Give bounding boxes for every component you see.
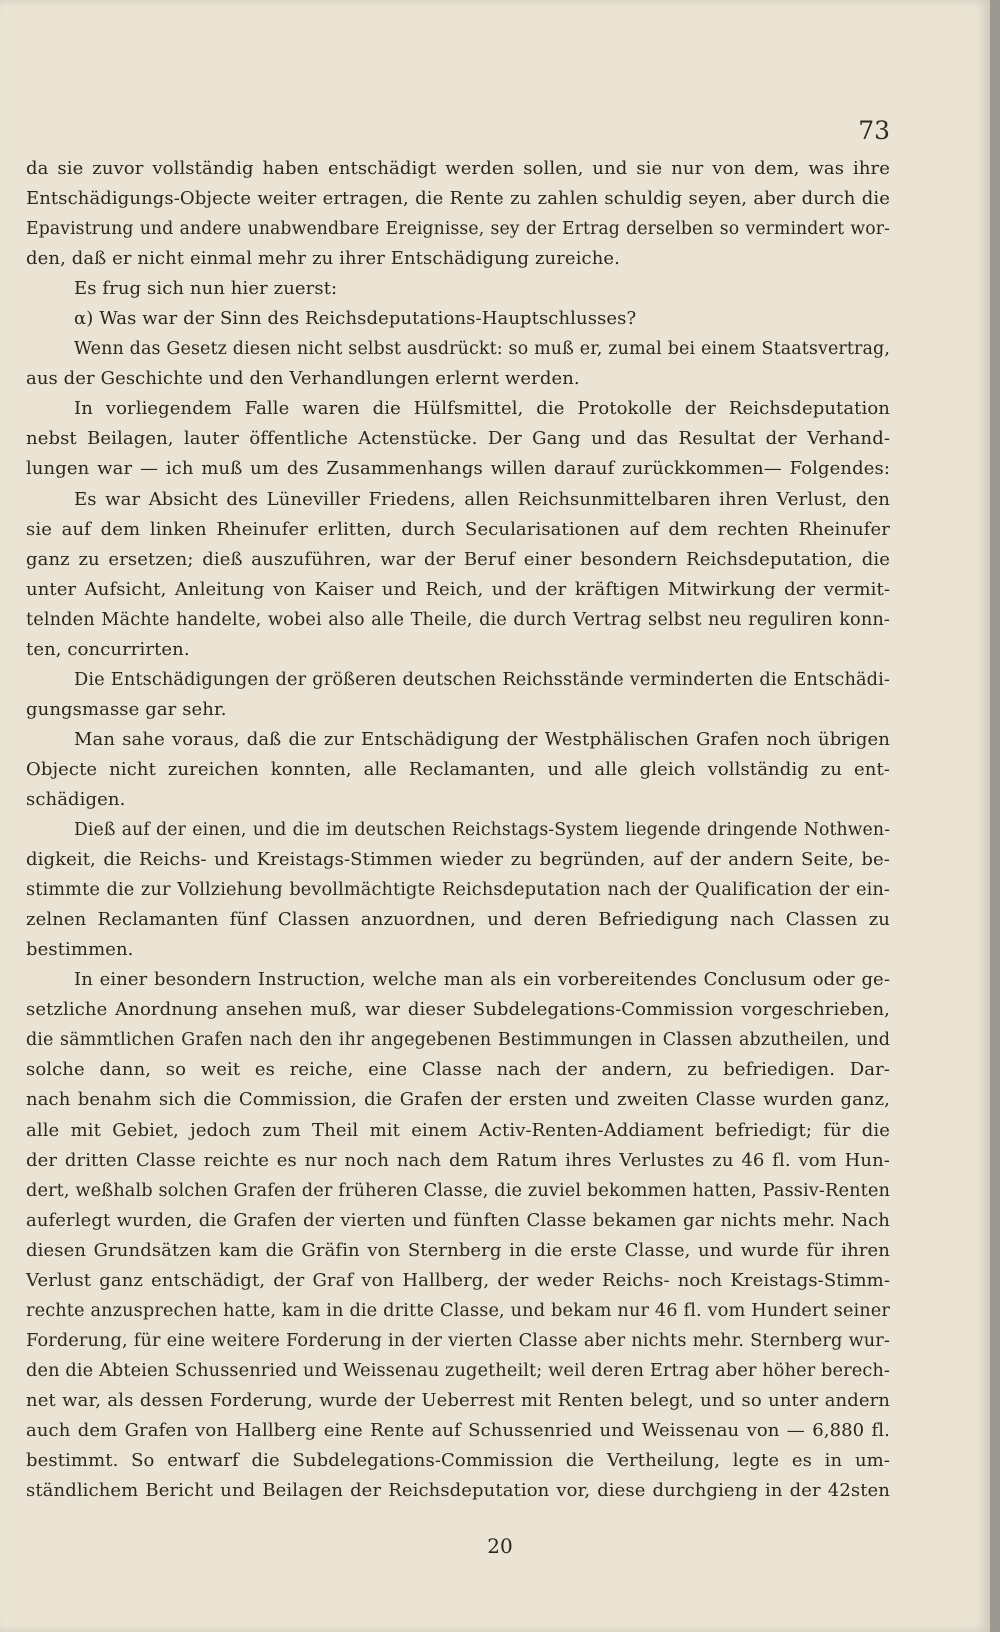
text-line: ten, concurrirten. <box>26 638 190 660</box>
text-line: Die Entschädigungen der größeren deutschen Reichsstände verminderten die Entschädi- <box>74 669 890 690</box>
text-line: Verlust ganz entschädigt, der Graf von Hallberg, der weder Reichs- noch Kreistags-Stimm- <box>26 1269 890 1291</box>
text-line: rechte anzusprechen hatte, kam in die dritte Classe, und bekam nur 46 fl. vom Hundert seiner <box>26 1300 890 1321</box>
text-line: auferlegt wurden, die Grafen der vierten und fünften Classe bekamen gar nichts mehr. Nach <box>26 1209 890 1231</box>
text-line: Es frug sich nun hier zuerst: <box>74 278 338 300</box>
text-line: den, daß er nicht einmal mehr zu ihrer Entschädigung zureiche. <box>26 248 620 270</box>
text-line: aus der Geschichte und den Verhandlungen erlernt werden. <box>26 368 580 390</box>
text-line: lungen war — ich muß um des Zusammenhangs willen darauf zurückkommen— Folgendes: <box>26 458 890 480</box>
text-line: da sie zuvor vollständig haben entschädigt werden sollen, und sie nur von dem, was ihre <box>26 158 890 179</box>
text-line: dert, weßhalb solchen Grafen der früheren Classe, die zuviel bekommen hatten, Passiv-Renten <box>26 1180 890 1201</box>
page-number: 73 <box>858 116 890 145</box>
text-line: Entschädigungs-Objecte weiter ertragen, die Rente zu zahlen schuldig seyen, aber durch die <box>26 188 890 210</box>
text-line: net war, als dessen Forderung, wurde der Ueberrest mit Renten belegt, und so unter andern <box>26 1389 890 1411</box>
text-line: alle mit Gebiet, jedoch zum Theil mit einem Activ-Renten-Addiament befriedigt; für die <box>26 1119 890 1141</box>
text-line: setzliche Anordnung ansehen muß, war dieser Subdelegations-Commission vorgeschrieben, <box>26 999 890 1021</box>
text-line: digkeit, die Reichs- und Kreistags-Stimmen wieder zu begründen, auf der andern Seite, be- <box>26 849 890 871</box>
text-line: gungsmasse gar sehr. <box>26 698 227 720</box>
text-line: Es war Absicht des Lüneviller Friedens, allen Reichsunmittelbaren ihren Verlust, den <box>74 488 890 510</box>
text-line: nach benahm sich die Commission, die Grafen der ersten und zweiten Classe wurden ganz, <box>26 1089 890 1111</box>
text-line: stimmte die zur Vollziehung bevollmächtigte Reichsdeputation nach der Qualification der ein- <box>26 880 890 901</box>
text-line: solche dann, so weit es reiche, eine Classe nach der andern, zu befriedigen. Dar- <box>26 1059 890 1081</box>
text-line: Man sahe voraus, daß die zur Entschädigung der Westphälischen Grafen noch übrigen <box>74 728 890 750</box>
text-line: α) Was war der Sinn des Reichsdeputations-Hauptschlusses? <box>74 308 637 330</box>
text-line: den die Abteien Schussenried und Weissenau zugetheilt; weil deren Ertrag aber höher berech- <box>26 1360 890 1381</box>
text-line: bestimmt. So entwarf die Subdelegations-Commission die Vertheilung, legte es in um- <box>26 1450 890 1472</box>
printer-signature-mark: 20 <box>487 1534 513 1558</box>
text-line: In einer besondern Instruction, welche man als ein vorbereitendes Conclusum oder ge- <box>74 969 890 991</box>
text-line: sie auf dem linken Rheinufer erlitten, durch Secularisationen auf dem rechten Rheinufer <box>26 518 890 540</box>
body-text <box>26 154 890 1506</box>
text-line: diesen Grundsätzen kam die Gräfin von Sternberg in die erste Classe, und wurde für ihren <box>26 1239 890 1261</box>
text-line: Objecte nicht zureichen konnten, alle Reclamanten, und alle gleich vollständig zu ent- <box>26 758 890 780</box>
text-line: der dritten Classe reichte es nur noch nach dem Ratum ihres Verlustes zu 46 fl. vom Hun- <box>26 1149 890 1171</box>
text-line: auch dem Grafen von Hallberg eine Rente auf Schussenried und Weissenau von — 6,880 fl. <box>26 1419 890 1441</box>
text-line: zelnen Reclamanten fünf Classen anzuordnen, und deren Befriedigung nach Classen zu <box>26 909 890 931</box>
text-line: Wenn das Gesetz diesen nicht selbst ausdrückt: so muß er, zumal bei einem Staatsvertrag, <box>74 339 890 360</box>
text-line: Dieß auf der einen, und die im deutschen Reichstags-System liegende dringende Nothwen- <box>74 820 890 841</box>
text-line: schädigen. <box>26 788 126 810</box>
text-line: ständlichem Bericht und Beilagen der Reichsdeputation vor, diese durchgieng in der 42sten <box>26 1480 890 1502</box>
text-line: Epavistrung und andere unabwendbare Ereignisse, sey der Ertrag derselben so vermindert wor- <box>26 219 890 240</box>
text-line: In vorliegendem Falle waren die Hülfsmittel, die Protokolle der Reichsdeputation <box>74 398 890 420</box>
text-line: bestimmen. <box>26 939 134 961</box>
text-line: ganz zu ersetzen; dieß auszuführen, war der Beruf einer besondern Reichsdeputation, die <box>26 548 890 570</box>
text-line: nebst Beilagen, lauter öffentliche Actenstücke. Der Gang und das Resultat der Verhand- <box>26 428 890 450</box>
text-line: telnden Mächte handelte, wobei also alle Theile, die durch Vertrag selbst neu reguliren konn- <box>26 609 890 630</box>
text-line: Forderung, für eine weitere Forderung in der vierten Classe aber nichts mehr. Sternberg wur- <box>26 1330 890 1351</box>
text-line: unter Aufsicht, Anleitung von Kaiser und Reich, und der kräftigen Mitwirkung der vermit- <box>26 578 890 600</box>
text-line: die sämmtlichen Grafen nach den ihr angegebenen Bestimmungen in Classen abzutheilen, und <box>26 1030 890 1051</box>
